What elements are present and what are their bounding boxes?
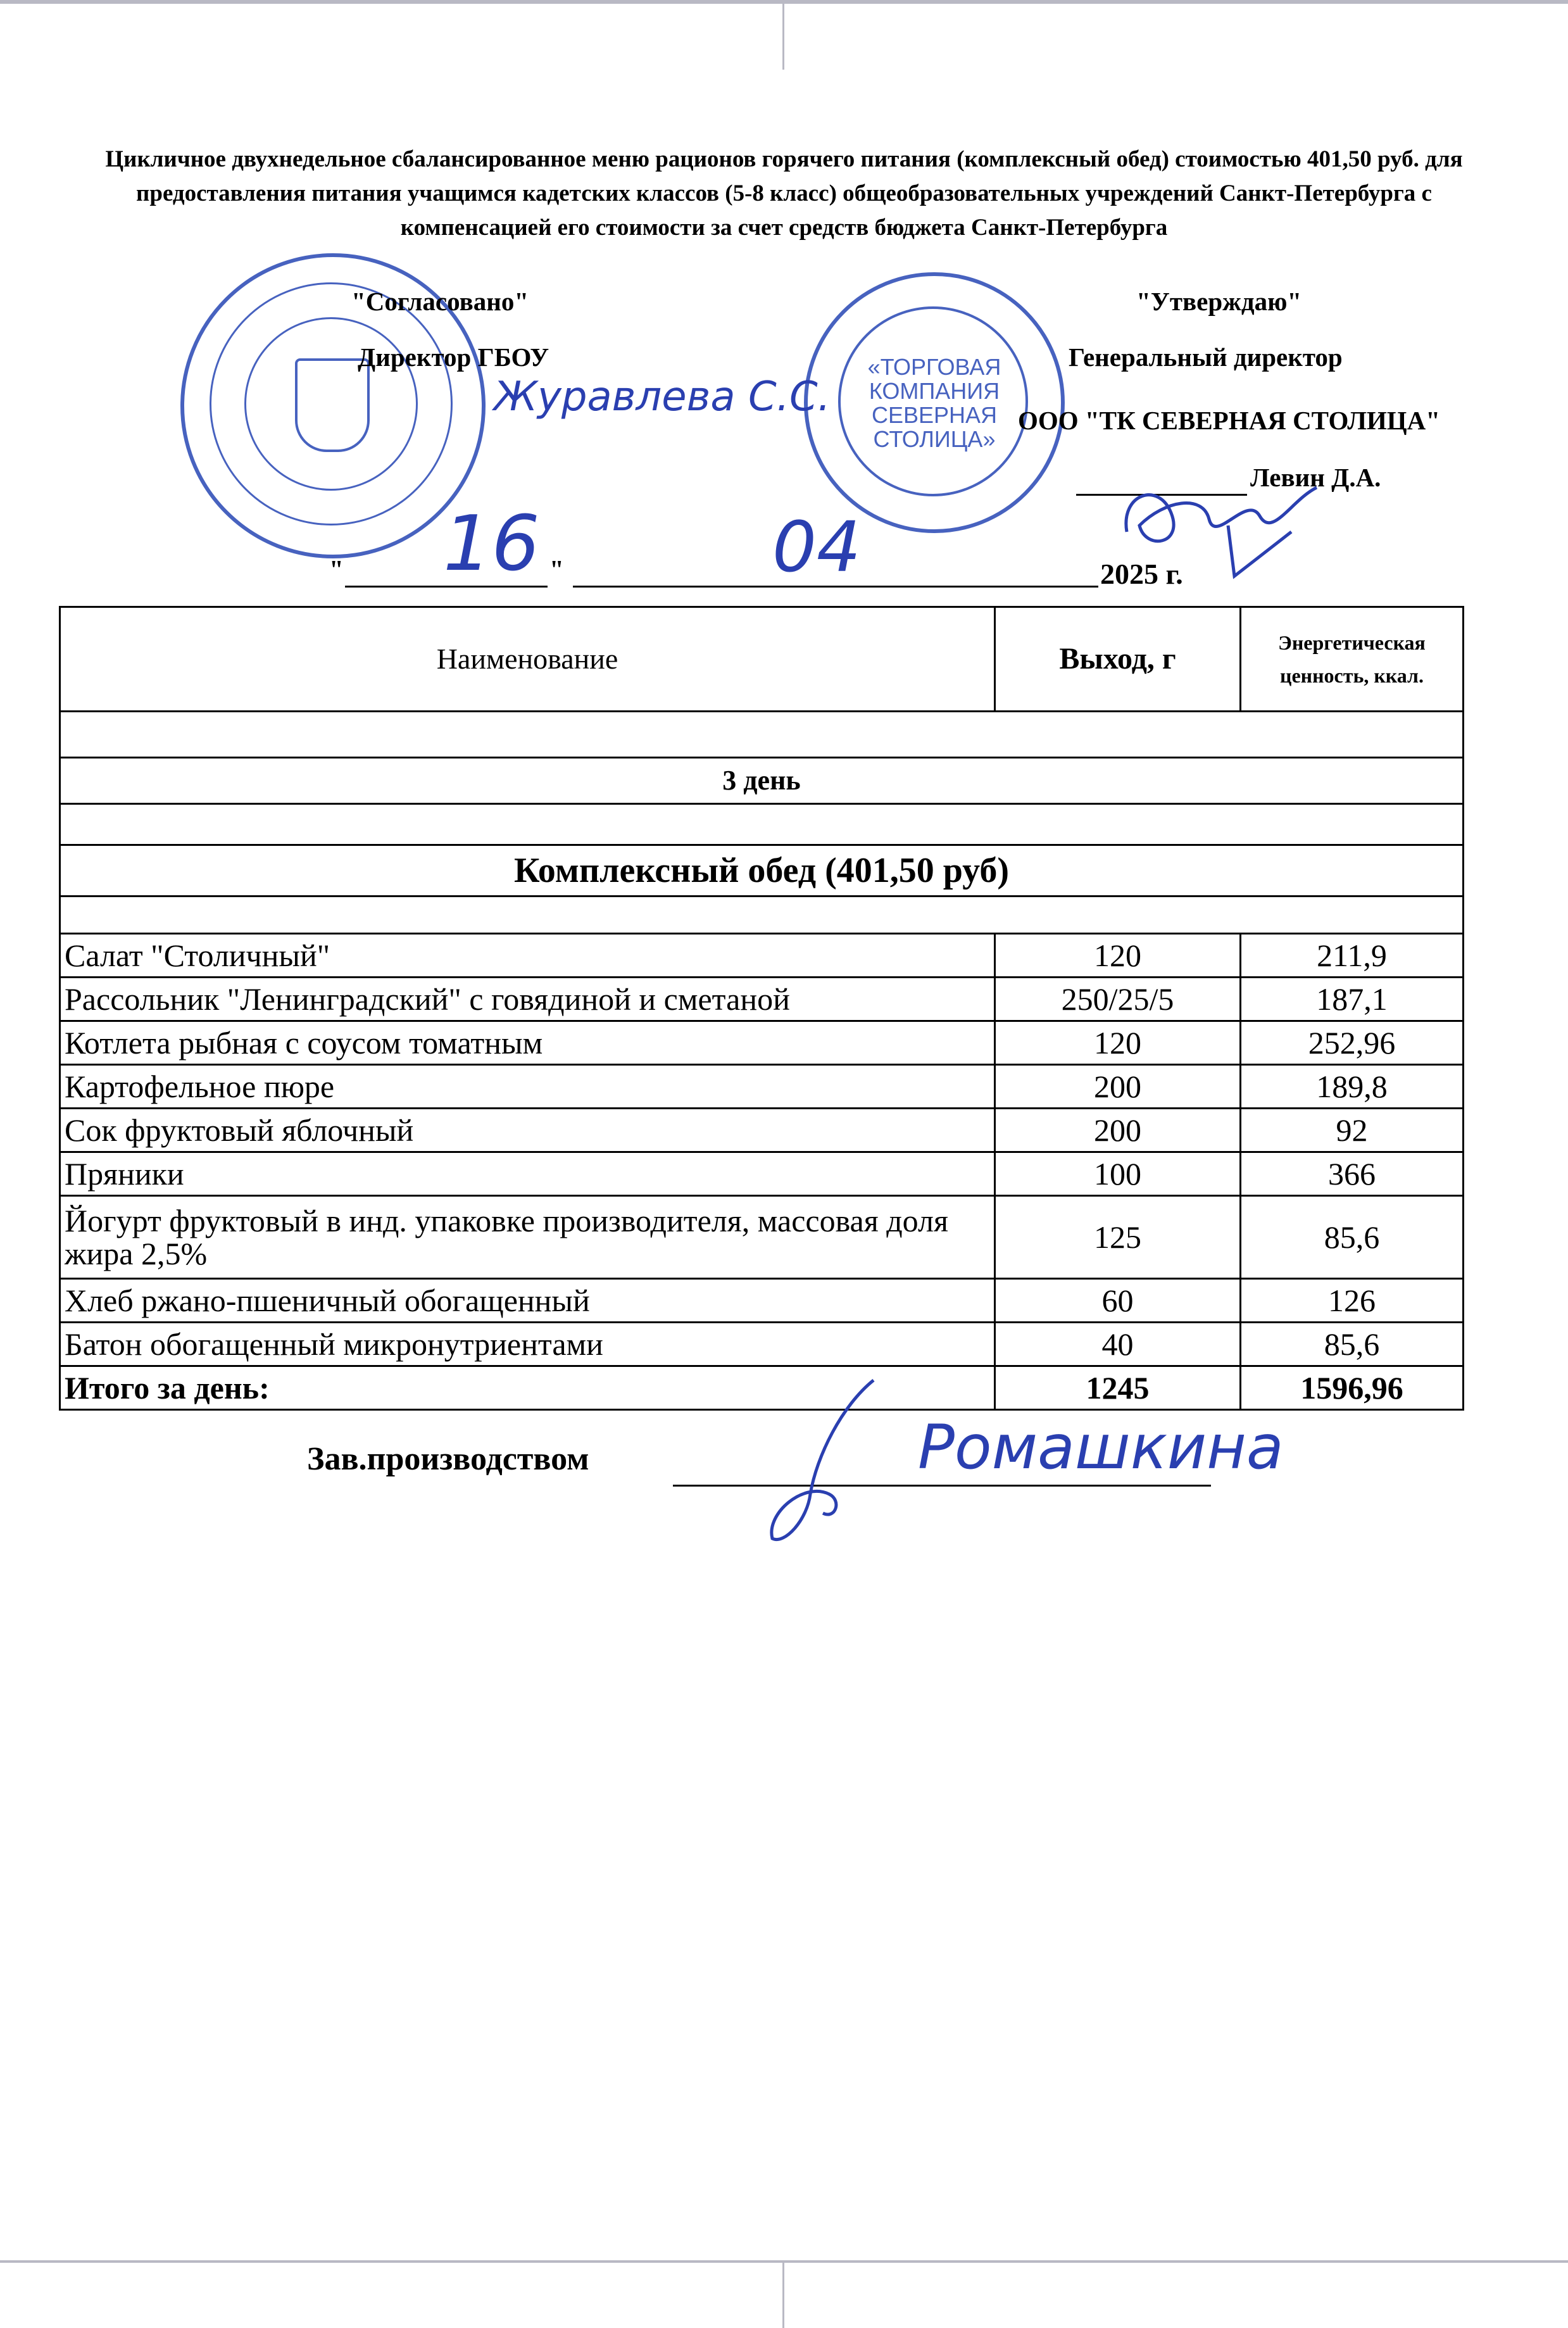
seal-text-line4: СТОЛИЦА» — [873, 426, 996, 452]
item-name: Йогурт фруктовый в инд. упаковке производителя, массовая доля жира 2,5% — [60, 1196, 995, 1279]
table-row — [60, 1279, 1464, 1323]
table-row — [60, 1021, 1464, 1065]
item-energy: 126 — [1241, 1279, 1464, 1323]
production-manager-label: Зав.производством — [307, 1441, 589, 1477]
table-header-row — [60, 607, 1464, 712]
header-output: Выход, г — [995, 607, 1241, 712]
scan-fold-bottom — [782, 2260, 784, 2328]
meal-label: Комплексный обед (401,50 руб) — [60, 845, 1464, 897]
table-row — [60, 934, 1464, 978]
coat-of-arms-icon — [295, 358, 370, 452]
production-manager-handwritten: Ромашкина — [918, 1412, 1284, 1483]
item-output: 60 — [995, 1279, 1241, 1323]
day-row — [60, 758, 1464, 804]
item-name: Батон обогащенный микронутриентами — [60, 1323, 995, 1366]
item-name: Котлета рыбная с соусом томатным — [60, 1021, 995, 1065]
table-row — [60, 1065, 1464, 1109]
total-energy: 1596,96 — [1241, 1366, 1464, 1410]
approve-label: "Утверждаю" — [1136, 287, 1302, 316]
seal-text-line2: КОМПАНИЯ — [869, 378, 1000, 404]
item-name: Сок фруктовый яблочный — [60, 1109, 995, 1152]
company-name: ООО "ТК СЕВЕРНАЯ СТОЛИЦА" — [1018, 406, 1441, 435]
menu-table — [59, 606, 1464, 1411]
item-output: 250/25/5 — [995, 978, 1241, 1021]
item-energy: 252,96 — [1241, 1021, 1464, 1065]
table-row — [60, 1152, 1464, 1196]
seal-text-line1: «ТОРГОВАЯ — [867, 354, 1001, 380]
total-output: 1245 — [995, 1366, 1241, 1410]
item-name: Картофельное пюре — [60, 1065, 995, 1109]
date-month: 04 — [772, 506, 861, 588]
table-row — [60, 1196, 1464, 1279]
director-position: Директор ГБОУ — [358, 343, 549, 372]
empty-row — [60, 712, 1464, 758]
company-seal — [804, 272, 1065, 533]
item-name: Хлеб ржано-пшеничный обогащенный — [60, 1279, 995, 1323]
item-name: Пряники — [60, 1152, 995, 1196]
seal-text-line3: СЕВЕРНАЯ — [871, 402, 998, 428]
item-energy: 85,6 — [1241, 1196, 1464, 1279]
director-handwritten-name: Журавлева С.С. — [494, 374, 831, 420]
item-name: Рассольник "Ленинградский" с говядиной и сметаной — [60, 978, 995, 1021]
scan-fold-top — [782, 0, 784, 70]
table-row — [60, 978, 1464, 1021]
item-energy: 187,1 — [1241, 978, 1464, 1021]
agreed-label: "Согласовано" — [351, 287, 529, 316]
general-director-position: Генеральный директор — [1069, 343, 1343, 372]
date-quote-close: " — [549, 555, 564, 584]
production-manager-signature — [747, 1368, 899, 1557]
item-name: Салат "Столичный" — [60, 934, 995, 978]
item-energy: 92 — [1241, 1109, 1464, 1152]
meal-row — [60, 845, 1464, 897]
document-title: Цикличное двухнедельное сбалансированное меню рационов горячего питания (комплексный обед) стоимостью 401,50 руб. для предоставления питания учащимся кадетских классов (5-8 класс) общеобразовательных учреждений Санкт-Петербурга с компенсацией его стоимости за счет средств бюджета Санкт-Петербурга — [105, 146, 1463, 241]
item-energy: 189,8 — [1241, 1065, 1464, 1109]
date-quote-open: " — [329, 555, 344, 584]
item-output: 120 — [995, 1021, 1241, 1065]
day-label: 3 день — [60, 758, 1464, 804]
item-output: 200 — [995, 1065, 1241, 1109]
empty-row — [60, 804, 1464, 845]
item-energy: 366 — [1241, 1152, 1464, 1196]
header-name: Наименование — [60, 607, 995, 712]
empty-row — [60, 897, 1464, 934]
table-row — [60, 1323, 1464, 1366]
header-energy: Энергетическая ценность, ккал. — [1241, 607, 1464, 712]
total-label: Итого за день: — [60, 1366, 995, 1410]
date-year: 2025 г. — [1100, 558, 1183, 590]
item-output: 200 — [995, 1109, 1241, 1152]
item-output: 40 — [995, 1323, 1241, 1366]
item-output: 120 — [995, 934, 1241, 978]
table-row — [60, 1109, 1464, 1152]
item-energy: 85,6 — [1241, 1323, 1464, 1366]
item-output: 125 — [995, 1196, 1241, 1279]
item-output: 100 — [995, 1152, 1241, 1196]
date-day: 16 — [443, 500, 540, 588]
approver-name: Левин Д.А. — [1250, 463, 1381, 492]
item-energy: 211,9 — [1241, 934, 1464, 978]
